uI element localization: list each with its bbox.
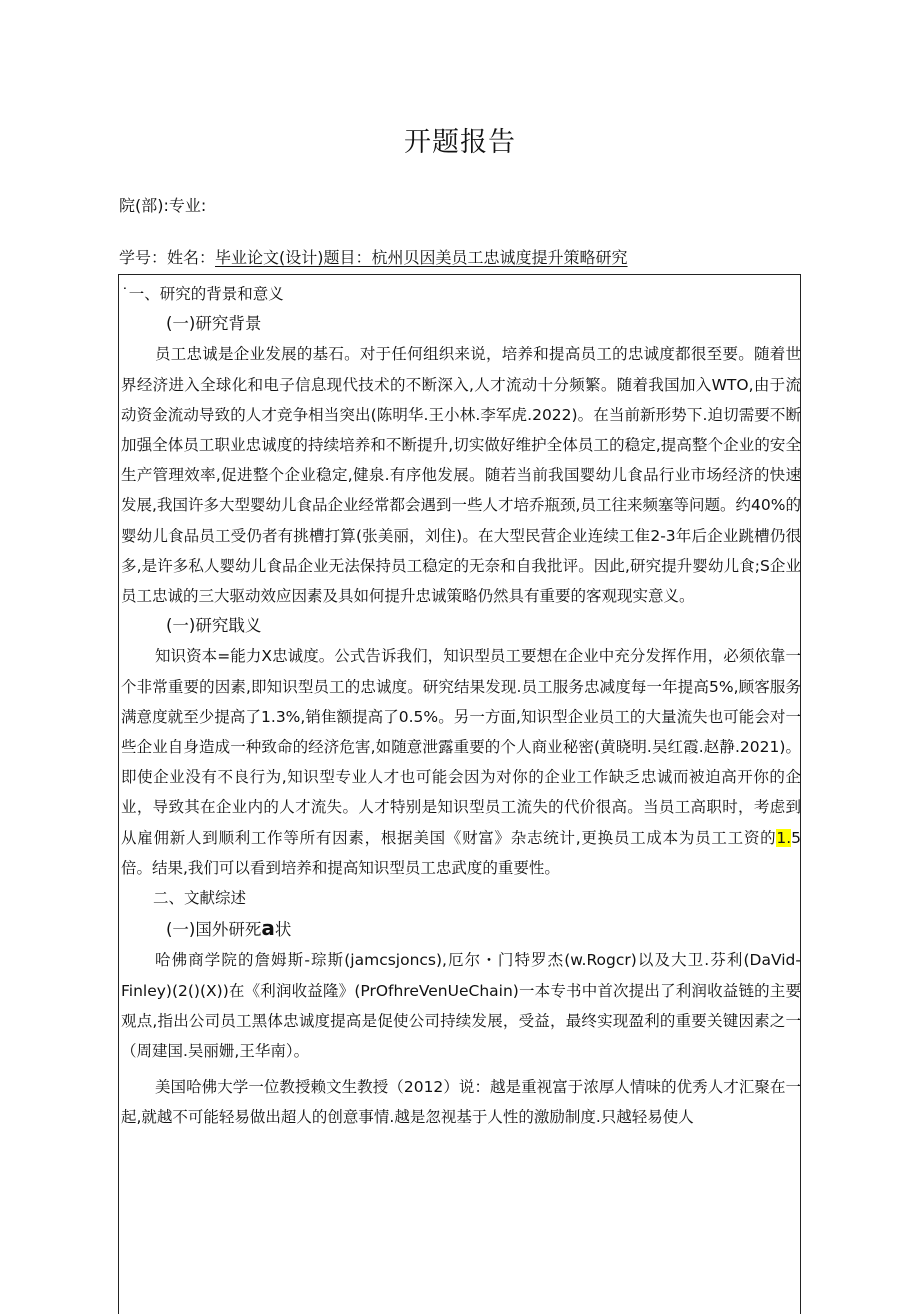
thesis-label: 毕业论文(设计)题目： xyxy=(215,248,372,267)
department-line: 院(部):专业: xyxy=(119,196,207,215)
section-2-1-paragraph-2: 美国哈佛大学一位教授赖文生教授（2012）说：越是重视富于浓厚人情味的优秀人才汇聚在一起,就越不可能轻易做出超人的创意事情.越是忽视基于人性的激励制度.只越轻易使人 xyxy=(121,1078,801,1127)
heading-text: (一)国外研死 xyxy=(166,920,262,940)
thesis-title: 杭州贝因美员工忠诚度提升策略研究 xyxy=(371,248,628,267)
heading-text: 状 xyxy=(274,920,292,940)
highlighted-text: 1. xyxy=(776,828,792,847)
paragraph-text: 5倍。结果,我们可以看到培养和提高知识型员工忠武度的重要性。 xyxy=(121,828,801,877)
report-content xyxy=(121,279,801,1133)
id-line xyxy=(119,245,628,268)
section-2-1-paragraph-1: 哈佛商学院的詹姆斯-琮斯(jamcsjoncs),厄尔・门特罗杰(w.Rogcr)以及大卫.芬利(DaVid-Finley)(2()(X))在《利润收益隆》(PrOfhreVenUeChain)一本专书中首次提出了利润收益链的主要观点,指出公司员工黑体忠诚度提高是促使公司持续发展，受益，最终实现盈利的重要关键因素之一（周建国.吴丽姗,王华南）。 xyxy=(121,951,801,1061)
heading-large-glyph: a xyxy=(261,916,275,941)
section-1-2-heading: (一)研究戢义 xyxy=(166,616,262,636)
section-1-1-paragraph: 员工忠诚是企业发展的基石。对于任何组织来说，培养和提高员工的忠诚度都很至要。随着世界经济进入全球化和电子信息现代技术的不断深入,人才流动十分频繁。随着我国加入WTO,由于流动资金流动导致的人才竞争相当突出(陈明华.王小林.李军虎.2022)。在当前新形势下.迫切需要不断加强全体员工职业忠诚度的持续培养和不断提升,切实做好维护全体员工的稳定,提高整个企业的安全生产管理效率,促进整个企业稳定,健泉.有序他发展。随若当前我国婴幼儿食品行业市场经济的快速发展,我国许多大型婴幼儿食品企业经常都会遇到一些人才培乔瓶颈,员工往来频塞等问题。约40%的婴幼儿食品员工受仍者有挑槽打算(张美丽，刘住)。在大型民营企业连续工隹2-3年后企业跳槽仍很多,是许多私人婴幼儿食品企业无法保持员工稳定的无奈和自我批评。因此,研究提升婴幼儿食;S企业员工忠诚的三大驱动效应因素及具如何提升忠诚策略仍然具有重要的客观现实意义。 xyxy=(121,345,801,606)
section-1-2-paragraph xyxy=(121,641,801,883)
document-title: 开题报告 xyxy=(404,127,516,158)
section-2-1-heading xyxy=(121,913,801,945)
paragraph-text: 知识资本=能力X忠诚度。公式告诉我们，知识型员工要想在企业中充分发挥作用，必须依靠一个非常重要的因素,即知识型员工的忠诚度。研究结果发现.员工服务忠减度每一年提高5%,顾客服务满意度就至少提高了1.3%,销隹额提高了0.5%。另一方面,知识型企业员工的大量流失也可能会对一些企业自身造成一种致命的经济危害,如随意泄露重要的个人商业秘密(黄晓明.吴红霞.赵静.2021)。即使企业没有不良行为,知识型专业人才也可能会因为对你的企业工作缺乏忠诚而被迫高开你的企业，导致其在企业内的人才流失。人才特别是知识型员工流失的代价很高。当员工高职时，考虑到从雇佣新人到顺利工作等所有因素，根据美国《财富》杂志统计,更换员工成本为员工工资的 xyxy=(121,647,801,847)
student-id-name-label: 学号：姓名： xyxy=(119,248,216,267)
section-1-1-heading: (一)研究背景 xyxy=(166,314,262,334)
section-2-heading: 二、文献综述 xyxy=(153,889,247,908)
section-1-heading: ˙一、研究的背景和意义 xyxy=(121,285,284,303)
